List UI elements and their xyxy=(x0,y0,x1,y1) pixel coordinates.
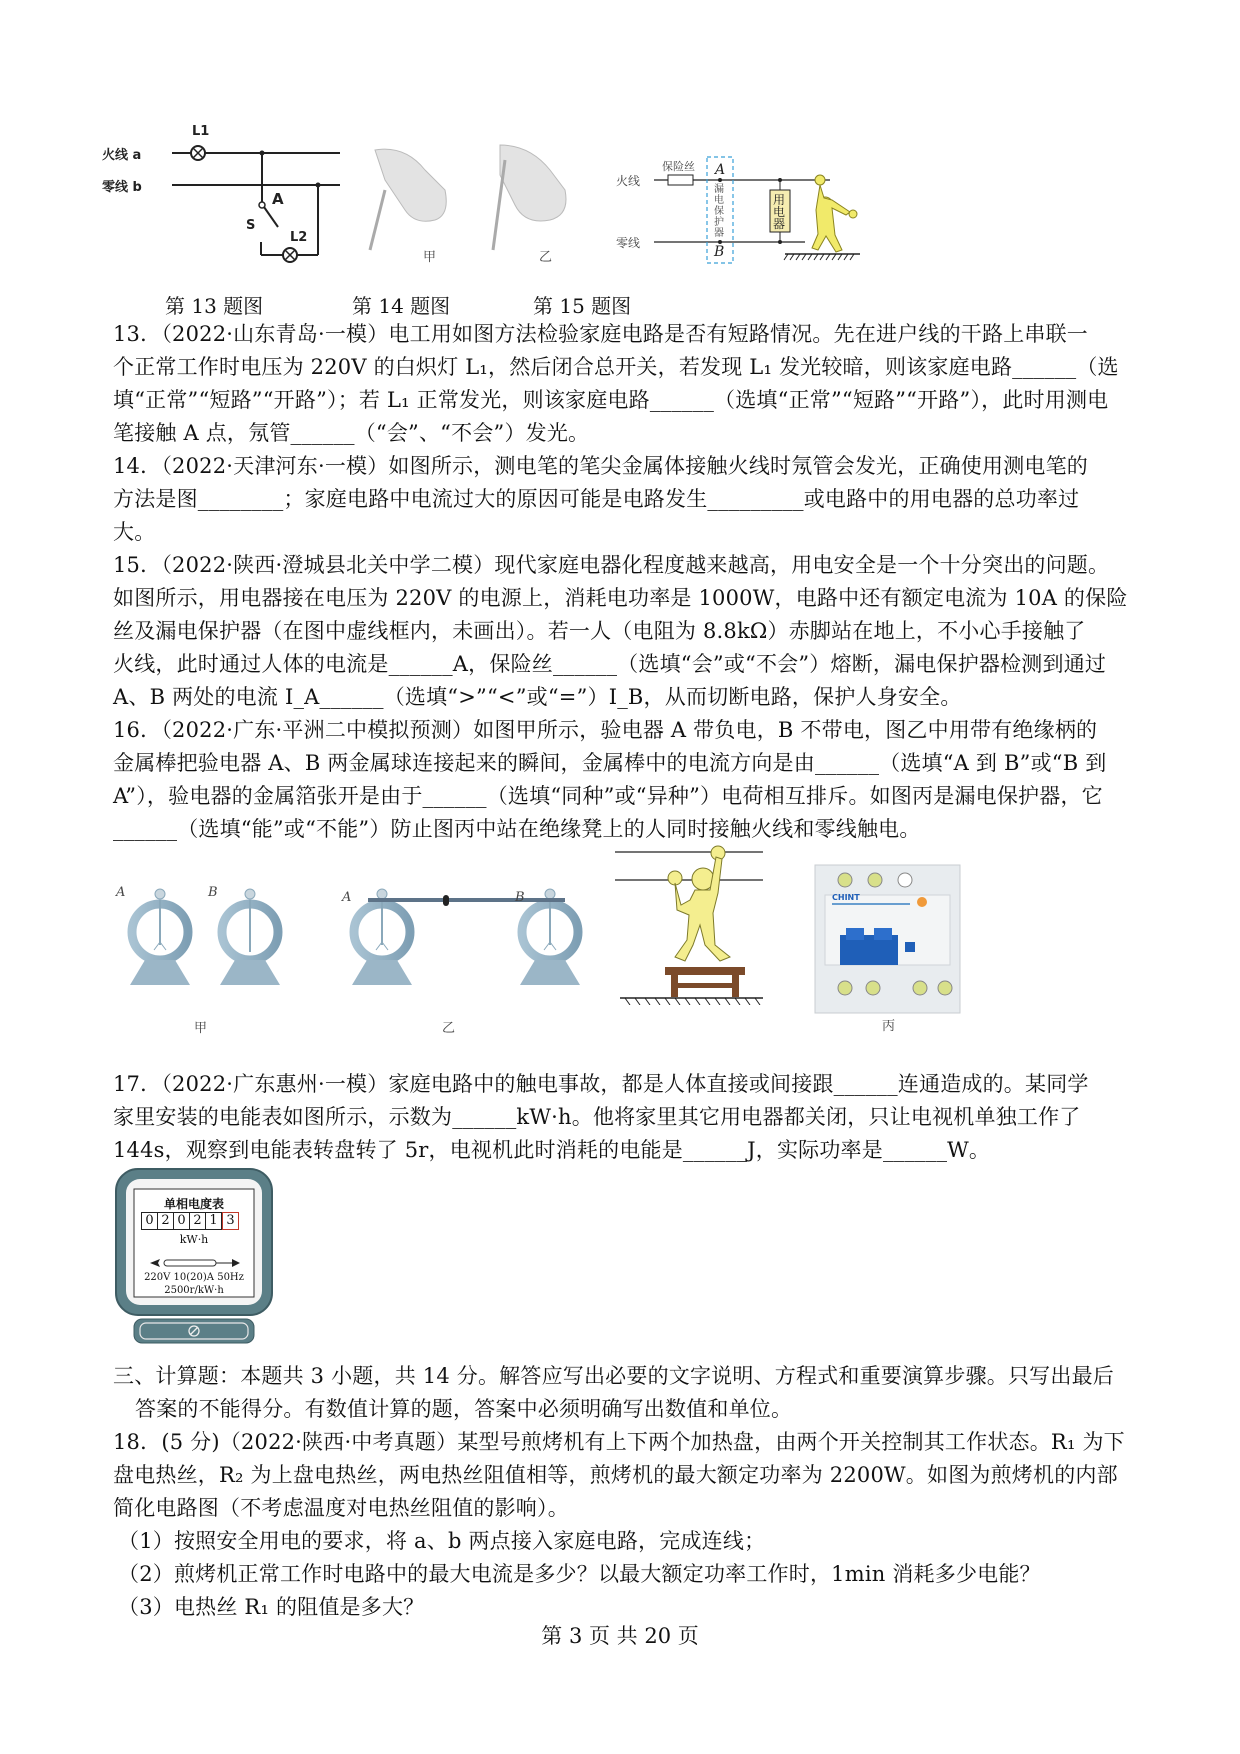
circuit-breaker-icon xyxy=(810,860,965,1015)
person-icon xyxy=(812,175,857,252)
meter-digit: 0 xyxy=(141,1212,158,1230)
q16-line-4: ______（选填“能”或“不能”）防止图丙中站在绝缘凳上的人同时接触火线和零线触电。 xyxy=(113,817,921,841)
q18-sub-3: （3）电热丝 R₁ 的阻值是多大？ xyxy=(118,1595,425,1619)
caption-fig13: 第 13 题图 xyxy=(165,294,264,318)
label-bing: 丙 xyxy=(882,1019,896,1034)
live-label: 火线 xyxy=(616,174,641,188)
q18-line-2: 盘电热丝，R₂ 为上盘电热丝，两电热丝阻值相等，煎烤机的最大额定功率为 2200W。如图为煎烤机的内部 xyxy=(113,1463,1118,1487)
label-a-yi: A xyxy=(342,890,352,905)
label-a-jia: A xyxy=(116,885,126,900)
q17-line-1: 17．（2022·广东惠州·一模）家庭电路中的触电事故，都是人体直接或间接跟______连通造成的。某同学 xyxy=(113,1072,1089,1096)
label-yi: 乙 xyxy=(539,250,553,265)
q17-line-2: 家里安装的电能表如图所示，示数为______kW·h。他将家里其它用电器都关闭，只让电视机单独工作了 xyxy=(113,1105,1081,1129)
electroscope-icon xyxy=(110,860,610,1040)
appliance-label: 用电器 xyxy=(773,193,786,231)
meter-digit: 2 xyxy=(190,1212,206,1230)
fig-electroscopes xyxy=(110,860,610,1040)
person-on-stool-icon xyxy=(615,845,765,1005)
label-jia: 甲 xyxy=(194,1021,208,1036)
q18-line-3: 简化电路图（不考虑温度对电热丝阻值的影响）。 xyxy=(113,1496,569,1520)
label-yi: 乙 xyxy=(442,1021,456,1036)
meter-spec-2: 2500r/kW·h xyxy=(164,1285,224,1296)
meter-frame-icon xyxy=(114,1167,274,1347)
q16-line-1: 16．（2022·广东·平洲二中模拟预测）如图甲所示，验电器 A 带负电，B 不带电，图乙中用带有绝缘柄的 xyxy=(113,718,1098,742)
page-footer: 第 3 页 共 20 页 xyxy=(541,1624,699,1648)
breaker-brand: CHINT xyxy=(832,893,860,902)
q15-line-3: 丝及漏电保护器（在图中虚线框内，未画出）。若一人（电阻为 8.8kΩ）赤脚站在地上，不小心手接触了 xyxy=(113,619,1086,643)
switch-label: S xyxy=(246,218,256,233)
insulated-handle-icon xyxy=(443,895,449,906)
q16-line-2: 金属棒把验电器 A、B 两金属球连接起来的瞬间，金属棒中的电流方向是由______（选填“A 到 B”或“B 到 xyxy=(113,751,1107,775)
neutral-wire-label: 零线 b xyxy=(102,180,142,195)
q15-line-4: 火线，此时通过人体的电流是______A，保险丝______（选填“会”或“不会”）熔断，漏电保护器检测到通过 xyxy=(113,652,1107,676)
q15-line-1: 15．（2022·陕西·澄城县北关中学二模）现代家庭电器化程度越来越高，用电安全是一个十分突出的问题。 xyxy=(113,553,1110,577)
electricity-meter xyxy=(114,1167,274,1347)
q15-line-2: 如图所示，用电器接在电压为 220V 的电源上，消耗电功率是 1000W，电路中还有额定电流为 10A 的保险 xyxy=(113,586,1128,610)
q14-line-2: 方法是图________；家庭电路中电流过大的原因可能是电路发生_________或电路中的用电器的总功率过 xyxy=(113,487,1080,511)
lamp2-label: L2 xyxy=(290,230,308,245)
point-a-label: A xyxy=(272,190,284,208)
caption-fig15: 第 15 题图 xyxy=(533,294,632,318)
q13-line-3: 填“正常”“短路”“开路”）；若 L₁ 正常发光，则该家庭电路______（选填“正常”“短路”“开路”），此时用测电 xyxy=(113,388,1109,412)
fuse-label: 保险丝 xyxy=(662,160,695,173)
section3-line-1: 三、计算题：本题共 3 小题，共 14 分。解答应写出必要的文字说明、方程式和重要演算步骤。只写出最后 xyxy=(113,1364,1114,1388)
q13-line-1: 13．（2022·山东青岛·一模）电工用如图方法检验家庭电路是否有短路情况。先在进户线的干路上串联一 xyxy=(113,322,1089,346)
neutral-label: 零线 xyxy=(616,236,641,250)
fig-leakage-breaker xyxy=(810,860,965,1034)
hand-holding-pen-icon xyxy=(365,140,595,270)
q16-line-3: A”），验电器的金属箔张开是由于______（选填“同种”或“异种”）电荷相互排斥。如图丙是漏电保护器，它 xyxy=(113,784,1103,808)
meter-digit-decimal: 3 xyxy=(222,1212,239,1230)
point-a-label: A xyxy=(715,162,726,178)
live-wire-label: 火线 a xyxy=(102,148,142,163)
leakage-circuit-icon xyxy=(610,150,860,270)
q13-line-2: 个正常工作时电压为 220V 的白炽灯 L₁，然后闭合总开关，若发现 L₁ 发光较暗，则该家庭电路______（选 xyxy=(113,355,1119,379)
q14-line-1: 14．（2022·天津河东·一模）如图所示，测电笔的笔尖金属体接触火线时氖管会发光，正确使用测电笔的 xyxy=(113,454,1089,478)
meter-spec-1: 220V 10(20)A 50Hz xyxy=(144,1272,244,1283)
label-b-jia: B xyxy=(208,885,218,900)
label-jia: 甲 xyxy=(423,250,437,265)
protector-label: 漏电保护器 xyxy=(714,184,724,239)
meter-title: 单相电度表 xyxy=(163,1197,224,1211)
q17-line-3: 144s，观察到电能表转盘转了 5r，电视机此时消耗的电能是______J，实际功率是______W。 xyxy=(113,1138,991,1162)
q14-line-3: 大。 xyxy=(113,520,156,544)
meter-unit: kW·h xyxy=(179,1233,209,1246)
lamp1-label: L1 xyxy=(192,124,210,139)
meter-digit: 0 xyxy=(174,1212,190,1230)
meter-digits xyxy=(141,1212,239,1230)
q13-line-4: 笔接触 A 点，氖管______（“会”、“不会”）发光。 xyxy=(113,421,590,445)
caption-fig14: 第 14 题图 xyxy=(352,294,451,318)
section3-line-2: 答案的不能得分。有数值计算的题，答案中必须明确写出数值和单位。 xyxy=(135,1397,793,1421)
q18-sub-2: （2）煎烤机正常工作时电路中的最大电流是多少？以最大额定功率工作时，1min 消耗多少电能？ xyxy=(118,1562,1041,1586)
q18-sub-1: （1）按照安全用电的要求，将 a、b 两点接入家庭电路，完成连线； xyxy=(118,1529,766,1553)
fig-person-on-stool xyxy=(615,845,765,1005)
q15-line-5: A、B 两处的电流 I_A______（选填“>”“<”或“=”）I_B，从而切断电路，保护人身安全。 xyxy=(113,685,962,709)
meter-digit: 1 xyxy=(206,1212,222,1230)
meter-digit: 2 xyxy=(158,1212,174,1230)
fig13-circuit xyxy=(100,110,340,270)
fig14-test-pens xyxy=(365,140,595,270)
q18-line-1: 18．(5 分)（2022·陕西·中考真题）某型号煎烤机有上下两个加热盘，由两个开关控制其工作状态。R₁ 为下 xyxy=(113,1430,1125,1454)
point-b-label: B xyxy=(714,244,725,260)
fig15-circuit xyxy=(610,150,860,270)
label-b-yi: B xyxy=(515,890,525,905)
